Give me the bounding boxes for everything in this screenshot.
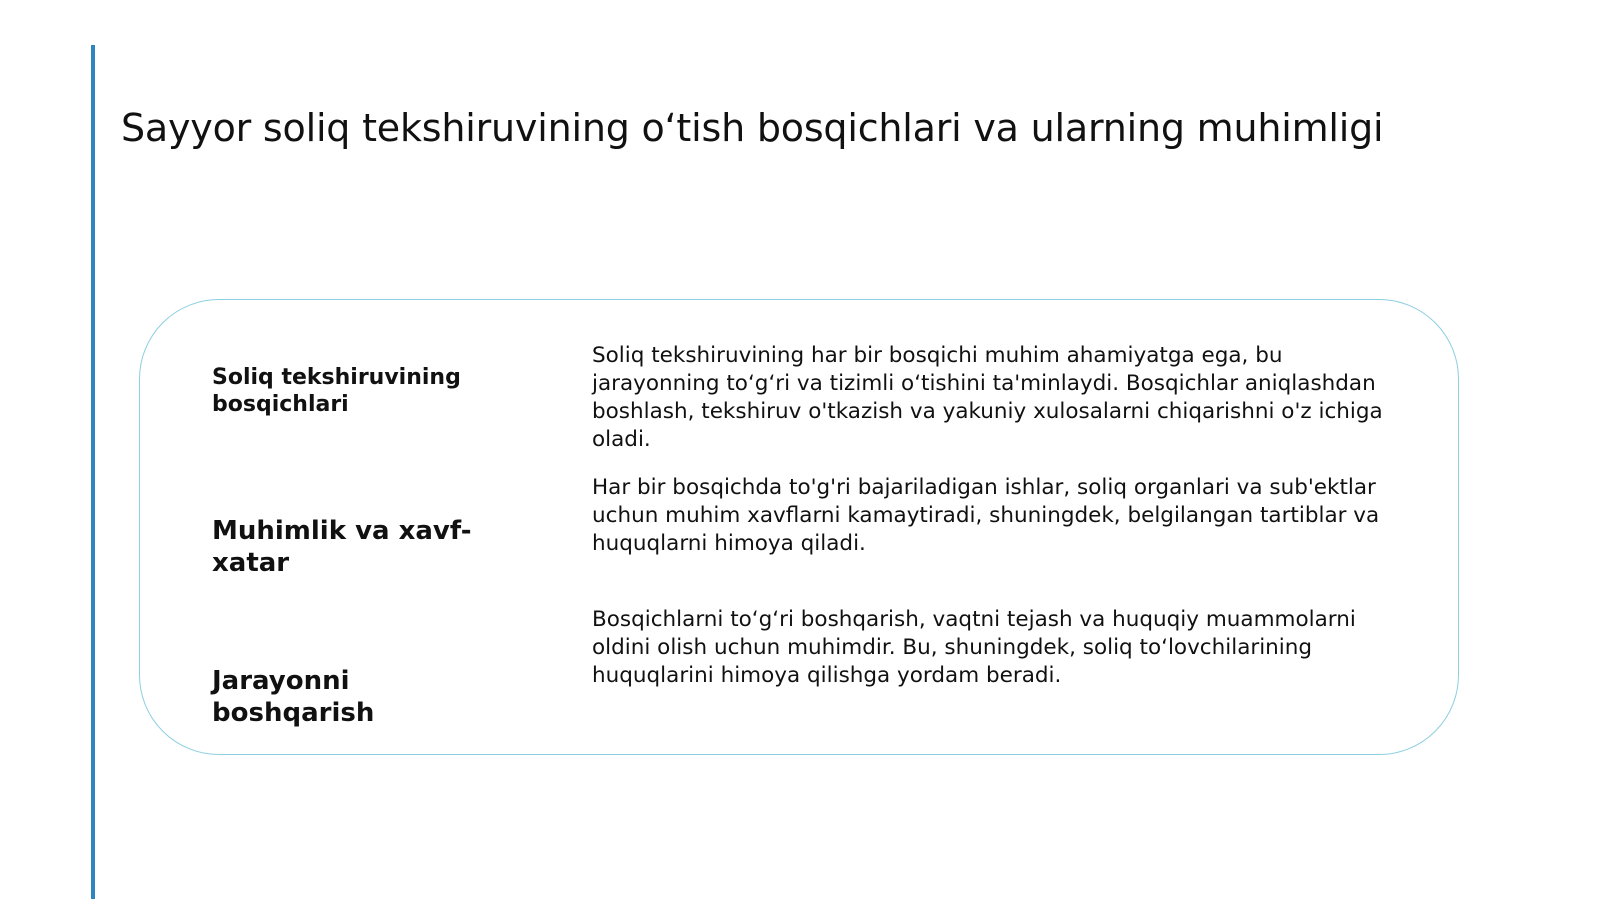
row-label-importance-risk: Muhimlik va xavf-xatar	[212, 516, 472, 578]
row-label-stages: Soliq tekshiruvining bosqichlari	[212, 365, 461, 417]
row-description-importance-risk: Har bir bosqichda to'g'ri bajariladigan ishlar, soliq organlari va sub'ektlar uchun muhim xavflarni kamaytiradi, shuningdek, belgilangan tartiblar va huquqlarni himoya qiladi.	[592, 475, 1380, 556]
accent-bar	[91, 45, 95, 899]
slide-title: Sayyor soliq tekshiruvining o‘tish bosqichlari va ularning muhimligi	[121, 106, 1384, 150]
row-label-process-management: Jarayonni boshqarish	[212, 666, 375, 728]
row-description-process-management: Bosqichlarni to‘g‘ri boshqarish, vaqtni tejash va huquqiy muammolarni oldini olish uchun muhimdir. Bu, shuningdek, soliq to‘lovchilarining huquqlarini himoya qilishga yordam beradi.	[592, 607, 1356, 688]
row-description-stages: Soliq tekshiruvining har bir bosqichi muhim ahamiyatga ega, bu jarayonning to‘g‘ri va tizimli o‘tishini ta'minlaydi. Bosqichlar aniqlashdan boshlash, tekshiruv o'tkazish va yakuniy xulosalarni chiqarishni o'z ichiga oladi.	[592, 343, 1383, 452]
